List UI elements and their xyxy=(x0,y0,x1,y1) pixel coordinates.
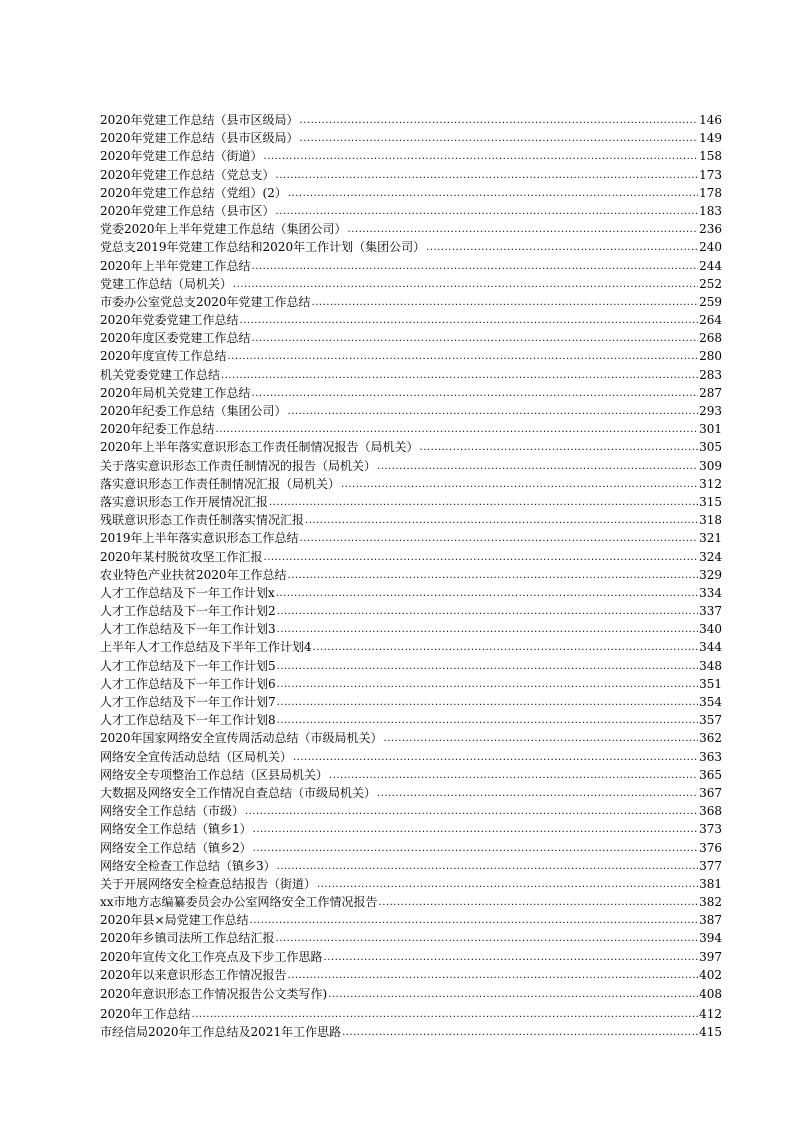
toc-leader-dots xyxy=(379,892,699,912)
toc-leader-dots xyxy=(277,601,698,621)
toc-entry-page: 412 xyxy=(699,1007,722,1021)
toc-entry-title: 2020年局机关党建工作总结 xyxy=(100,385,251,400)
toc-leader-dots xyxy=(317,874,698,894)
toc-entry-title: 人才工作总结及下一年工作计划2 xyxy=(100,604,276,619)
toc-entry[interactable] xyxy=(100,620,722,638)
toc-leader-dots xyxy=(300,110,699,130)
toc-entry-title: 党委2020年上半年党建工作总结（集团公司） xyxy=(100,222,347,237)
toc-entry[interactable] xyxy=(100,929,722,947)
toc-entry-title: xx市地方志编纂委员会办公室网络安全工作情况报告 xyxy=(100,895,378,910)
toc-entry[interactable] xyxy=(100,657,722,675)
toc-entry-title: 市委办公室党总支2020年党建工作总结 xyxy=(100,294,311,309)
toc-entry[interactable] xyxy=(100,693,722,711)
toc-entry-title: 2020年纪委工作总结（集团公司） xyxy=(100,404,287,418)
toc-entry-page: 264 xyxy=(699,313,722,328)
toc-entry-page: 362 xyxy=(699,731,722,746)
toc-leader-dots xyxy=(245,801,698,821)
toc-entry[interactable] xyxy=(100,802,722,820)
toc-leader-dots xyxy=(342,1022,698,1042)
toc-leader-dots xyxy=(341,474,698,494)
toc-entry-title: 落实意识形态工作责任制情况汇报（局机关） xyxy=(100,476,341,491)
toc-entry[interactable] xyxy=(100,366,722,384)
toc-entry[interactable] xyxy=(100,820,722,838)
toc-entry[interactable] xyxy=(100,875,722,893)
toc-entry-page: 309 xyxy=(699,458,722,473)
toc-entry-page: 158 xyxy=(699,149,722,164)
toc-entry[interactable] xyxy=(100,893,722,911)
toc-entry-page: 348 xyxy=(699,658,722,673)
toc-entry-page: 178 xyxy=(699,185,722,200)
toc-entry[interactable] xyxy=(100,166,722,184)
toc-leader-dots xyxy=(264,146,699,166)
toc-entry-page: 183 xyxy=(699,203,722,218)
toc-entry[interactable] xyxy=(100,457,722,475)
toc-entry-title: 2020年上半年落实意识形态工作责任制情况报告（局机关） xyxy=(100,440,419,455)
toc-entry-page: 287 xyxy=(699,385,722,400)
toc-entry-title: 2020年党建工作总结（县市区） xyxy=(100,203,275,218)
toc-leader-dots xyxy=(329,765,698,785)
toc-entry-page: 381 xyxy=(699,876,722,891)
toc-leader-dots xyxy=(288,965,699,985)
toc-leader-dots xyxy=(277,619,698,639)
toc-entry[interactable] xyxy=(100,638,722,656)
toc-entry-page: 415 xyxy=(699,1025,722,1040)
toc-leader-dots xyxy=(253,838,698,858)
toc-leader-dots xyxy=(228,346,699,366)
toc-entry-page: 368 xyxy=(699,804,722,819)
toc-leader-dots xyxy=(277,692,698,712)
toc-entry-page: 305 xyxy=(699,440,722,455)
toc-entry-title: 2020年上半年党建工作总结 xyxy=(100,258,251,273)
toc-entry-title: 2020年意识形态工作情况报告公文类写作) xyxy=(100,987,328,1001)
toc-entry-title: 党总支2019年党建工作总结和2020年工作计划（集团公司） xyxy=(100,240,426,255)
toc-entry-title: 2020年国家网络安全宣传周活动总结（市级局机关） xyxy=(100,731,383,746)
toc-entry-page: 377 xyxy=(699,858,722,873)
toc-leader-dots xyxy=(348,219,699,239)
toc-entry-page: 344 xyxy=(699,640,722,655)
toc-entry[interactable] xyxy=(100,384,722,402)
toc-leader-dots xyxy=(252,256,699,276)
toc-leader-dots xyxy=(313,637,698,657)
toc-entry-title: 2020年纪委工作总结 xyxy=(100,422,215,437)
toc-entry[interactable] xyxy=(100,493,722,511)
toc-entry[interactable] xyxy=(100,184,722,202)
toc-entry-title: 2020年度区委党建工作总结 xyxy=(100,331,251,346)
toc-entry-title: 2020年党建工作总结（县市区级局） xyxy=(100,113,299,127)
toc-entry-title: 人才工作总结及下一年工作计划5 xyxy=(100,658,276,673)
toc-entry[interactable] xyxy=(100,220,722,238)
toc-entry-page: 402 xyxy=(699,967,722,982)
toc-leader-dots xyxy=(288,565,699,585)
toc-entry-title: 市经信局2020年工作总结及2021年工作思路 xyxy=(100,1025,342,1040)
toc-leader-dots xyxy=(252,383,699,403)
toc-entry-page: 373 xyxy=(699,822,722,837)
table-of-contents xyxy=(100,111,722,1041)
toc-entry-title: 2020年宣传文化工作亮点及下步工作思路 xyxy=(100,949,323,964)
toc-leader-dots xyxy=(216,419,699,439)
toc-entry-page: 394 xyxy=(699,931,722,946)
toc-entry-page: 357 xyxy=(699,713,722,728)
toc-entry[interactable] xyxy=(100,111,722,129)
toc-entry-page: 334 xyxy=(699,585,722,600)
toc-leader-dots xyxy=(264,547,699,567)
toc-entry[interactable] xyxy=(100,529,722,547)
toc-entry[interactable] xyxy=(100,948,722,966)
toc-entry-page: 408 xyxy=(699,987,722,1001)
toc-leader-dots xyxy=(276,201,699,221)
toc-leader-dots xyxy=(276,165,699,185)
toc-entry-title: 落实意识形态工作开展情况汇报 xyxy=(100,494,269,509)
toc-entry-title: 2020年县×局党建工作总结 xyxy=(100,913,249,928)
toc-entry-page: 351 xyxy=(699,676,722,691)
toc-entry[interactable] xyxy=(100,147,722,165)
toc-entry-title: 2020年某村脱贫攻坚工作汇报 xyxy=(100,549,263,564)
toc-entry[interactable] xyxy=(100,1005,722,1023)
toc-entry[interactable] xyxy=(100,602,722,620)
toc-entry-title: 上半年人才工作总结及下半年工作计划4 xyxy=(100,640,312,655)
toc-entry-page: 259 xyxy=(699,294,722,309)
toc-entry[interactable] xyxy=(100,548,722,566)
toc-entry[interactable] xyxy=(100,966,722,984)
toc-leader-dots xyxy=(240,310,699,330)
toc-leader-dots xyxy=(252,328,699,348)
toc-entry-page: 387 xyxy=(699,913,722,928)
toc-entry-title: 关于落实意识形态工作责任制情况的报告（局机关） xyxy=(100,458,377,473)
toc-leader-dots xyxy=(377,783,698,803)
toc-leader-dots xyxy=(328,983,698,1005)
toc-leader-dots xyxy=(305,510,698,530)
toc-entry-title: 2019年上半年落实意识形态工作总结 xyxy=(100,531,299,546)
toc-entry[interactable] xyxy=(100,766,722,784)
toc-entry[interactable] xyxy=(100,275,722,293)
toc-entry[interactable] xyxy=(100,839,722,857)
toc-leader-dots xyxy=(277,656,698,676)
toc-entry-page: 367 xyxy=(699,785,722,800)
toc-leader-dots xyxy=(233,274,698,294)
toc-entry-title: 人才工作总结及下一年工作计划6 xyxy=(100,676,276,691)
toc-leader-dots xyxy=(192,1004,699,1024)
toc-leader-dots xyxy=(300,528,699,548)
toc-entry[interactable] xyxy=(100,329,722,347)
toc-entry-title: 网络安全工作总结（镇乡2） xyxy=(100,840,252,855)
toc-entry-title: 关于开展网络安全检查总结报告（街道） xyxy=(100,876,317,891)
toc-entry[interactable] xyxy=(100,420,722,438)
toc-entry-page: 236 xyxy=(699,222,722,237)
toc-entry[interactable] xyxy=(100,584,722,602)
toc-leader-dots xyxy=(288,183,698,203)
toc-entry[interactable] xyxy=(100,784,722,802)
toc-entry[interactable] xyxy=(100,911,722,929)
toc-entry[interactable] xyxy=(100,475,722,493)
toc-leader-dots xyxy=(384,728,699,748)
toc-entry-page: 315 xyxy=(699,494,722,509)
toc-entry-page: 280 xyxy=(699,349,722,364)
toc-entry-page: 397 xyxy=(699,949,722,964)
toc-entry-title: 人才工作总结及下一年工作计划x xyxy=(100,585,275,600)
toc-leader-dots xyxy=(277,710,698,730)
toc-leader-dots xyxy=(221,365,698,385)
toc-entry-title: 人才工作总结及下一年工作计划3 xyxy=(100,622,276,637)
toc-entry-title: 机关党委党建工作总结 xyxy=(100,367,221,382)
toc-entry-page: 149 xyxy=(699,131,722,146)
toc-entry-title: 人才工作总结及下一年工作计划7 xyxy=(100,695,276,709)
toc-entry[interactable] xyxy=(100,438,722,456)
toc-entry[interactable] xyxy=(100,202,722,220)
toc-entry-page: 376 xyxy=(699,840,722,855)
toc-entry-page: 252 xyxy=(699,276,722,291)
toc-entry[interactable] xyxy=(100,729,722,747)
toc-entry[interactable] xyxy=(100,129,722,147)
toc-entry[interactable] xyxy=(100,984,722,1005)
toc-leader-dots xyxy=(300,128,699,148)
toc-entry-page: 146 xyxy=(699,113,722,127)
toc-entry-title: 党建工作总结（局机关） xyxy=(100,276,233,291)
toc-entry-page: 340 xyxy=(699,622,722,637)
toc-entry-page: 324 xyxy=(699,549,722,564)
toc-leader-dots xyxy=(288,401,699,421)
toc-entry[interactable] xyxy=(100,1023,722,1041)
toc-leader-dots xyxy=(277,674,698,694)
toc-entry[interactable] xyxy=(100,857,722,875)
toc-leader-dots xyxy=(312,292,699,312)
toc-entry[interactable] xyxy=(100,238,722,256)
toc-entry-title: 残联意识形态工作责任制落实情况汇报 xyxy=(100,513,305,528)
toc-entry-title: 大数据及网络安全工作情况自查总结（市级局机关） xyxy=(100,785,377,800)
toc-entry[interactable] xyxy=(100,257,722,275)
toc-entry-title: 人才工作总结及下一年工作计划8 xyxy=(100,713,276,728)
toc-entry[interactable] xyxy=(100,311,722,329)
toc-entry-title: 2020年党建工作总结（街道） xyxy=(100,149,263,164)
toc-entry-title: 网络安全宣传活动总结（区局机关） xyxy=(100,749,293,764)
toc-leader-dots xyxy=(250,910,698,930)
toc-entry[interactable] xyxy=(100,511,722,529)
toc-entry-page: 321 xyxy=(699,531,722,546)
toc-entry[interactable] xyxy=(100,711,722,729)
toc-entry-page: 363 xyxy=(699,749,722,764)
toc-entry-title: 网络安全工作总结（市级） xyxy=(100,804,245,819)
toc-leader-dots xyxy=(276,928,699,948)
toc-entry-title: 2020年以来意识形态工作情况报告 xyxy=(100,967,287,982)
toc-entry[interactable] xyxy=(100,347,722,365)
toc-leader-dots xyxy=(293,747,698,767)
toc-entry-page: 293 xyxy=(699,404,722,418)
toc-entry-title: 2020年党委党建工作总结 xyxy=(100,313,239,328)
toc-entry-title: 网络安全专项整治工作总结（区县局机关） xyxy=(100,767,329,782)
toc-leader-dots xyxy=(269,492,698,512)
toc-entry-page: 173 xyxy=(699,167,722,182)
toc-entry[interactable] xyxy=(100,402,722,420)
toc-entry[interactable] xyxy=(100,748,722,766)
toc-entry-title: 网络安全工作总结（镇乡1） xyxy=(100,822,252,837)
toc-leader-dots xyxy=(324,947,699,967)
toc-entry-title: 2020年党建工作总结（党总支） xyxy=(100,167,275,182)
toc-leader-dots xyxy=(276,583,698,603)
toc-leader-dots xyxy=(377,456,698,476)
toc-leader-dots xyxy=(277,856,698,876)
toc-entry-title: 网络安全检查工作总结（镇乡3） xyxy=(100,858,276,873)
toc-entry-page: 301 xyxy=(699,422,722,437)
toc-entry-title: 2020年党建工作总结（党组）(2） xyxy=(100,185,287,200)
toc-entry-page: 365 xyxy=(699,767,722,782)
toc-entry-title: 2020年乡镇司法所工作总结汇报 xyxy=(100,931,275,946)
toc-leader-dots xyxy=(253,819,698,839)
toc-entry[interactable] xyxy=(100,675,722,693)
toc-entry-page: 318 xyxy=(699,513,722,528)
toc-entry-title: 农业特色产业扶贫2020年工作总结 xyxy=(100,567,287,582)
toc-entry-page: 382 xyxy=(699,895,722,910)
toc-entry-title: 2020年度宣传工作总结 xyxy=(100,349,227,364)
toc-entry-page: 329 xyxy=(699,567,722,582)
toc-entry[interactable] xyxy=(100,566,722,584)
toc-entry-page: 354 xyxy=(699,695,722,709)
toc-entry[interactable] xyxy=(100,293,722,311)
toc-entry-page: 312 xyxy=(699,476,722,491)
toc-entry-page: 283 xyxy=(699,367,722,382)
toc-entry-title: 2020年工作总结 xyxy=(100,1007,191,1021)
toc-leader-dots xyxy=(426,237,698,257)
toc-entry-page: 244 xyxy=(699,258,722,273)
toc-leader-dots xyxy=(420,437,699,457)
toc-entry-page: 240 xyxy=(699,240,722,255)
toc-entry-page: 337 xyxy=(699,604,722,619)
toc-entry-page: 268 xyxy=(699,331,722,346)
toc-entry-title: 2020年党建工作总结（县市区级局） xyxy=(100,131,299,146)
